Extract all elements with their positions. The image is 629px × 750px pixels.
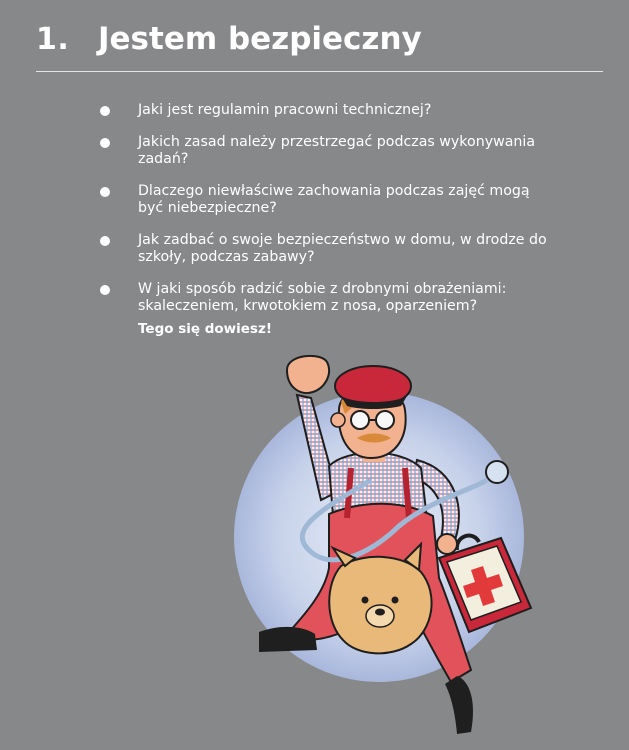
question-item — [0, 102, 558, 119]
learn-label: Tego się dowiesz! — [138, 321, 272, 337]
medic-runner-illustration — [225, 340, 545, 750]
question-item — [0, 183, 558, 217]
question-text: W jaki sposób radzić sobie z drobnymi obrażeniami: skaleczeniem, krwotokiem z nosa, oparzeniem? — [138, 281, 507, 314]
question-list — [0, 102, 629, 330]
question-text: Dlaczego niewłaściwe zachowania podczas zajęć mogą być niebezpieczne? — [138, 183, 530, 216]
bullet-icon — [100, 285, 110, 295]
right-shoe — [445, 676, 473, 734]
bullet-icon — [100, 138, 110, 148]
chapter-header — [0, 0, 629, 74]
question-text: Jakich zasad należy przestrzegać podczas wykonywania zadań? — [138, 134, 536, 167]
chapter-title: Jestem bezpieczny — [98, 21, 422, 57]
bullet-icon — [100, 236, 110, 246]
header-divider — [36, 71, 603, 72]
fist — [287, 356, 329, 393]
question-text: Jak zadbać o swoje bezpieczeństwo w domu, w drodze do szkoły, podczas zabawy? — [138, 232, 547, 265]
question-text: Jaki jest regulamin pracowni technicznej? — [138, 102, 432, 118]
question-item — [0, 232, 558, 266]
left-shoe — [259, 627, 317, 652]
bullet-icon — [100, 187, 110, 197]
chapter-number: 1. — [36, 22, 70, 57]
question-item — [0, 281, 558, 315]
question-item — [0, 134, 558, 168]
bullet-icon — [100, 106, 110, 116]
